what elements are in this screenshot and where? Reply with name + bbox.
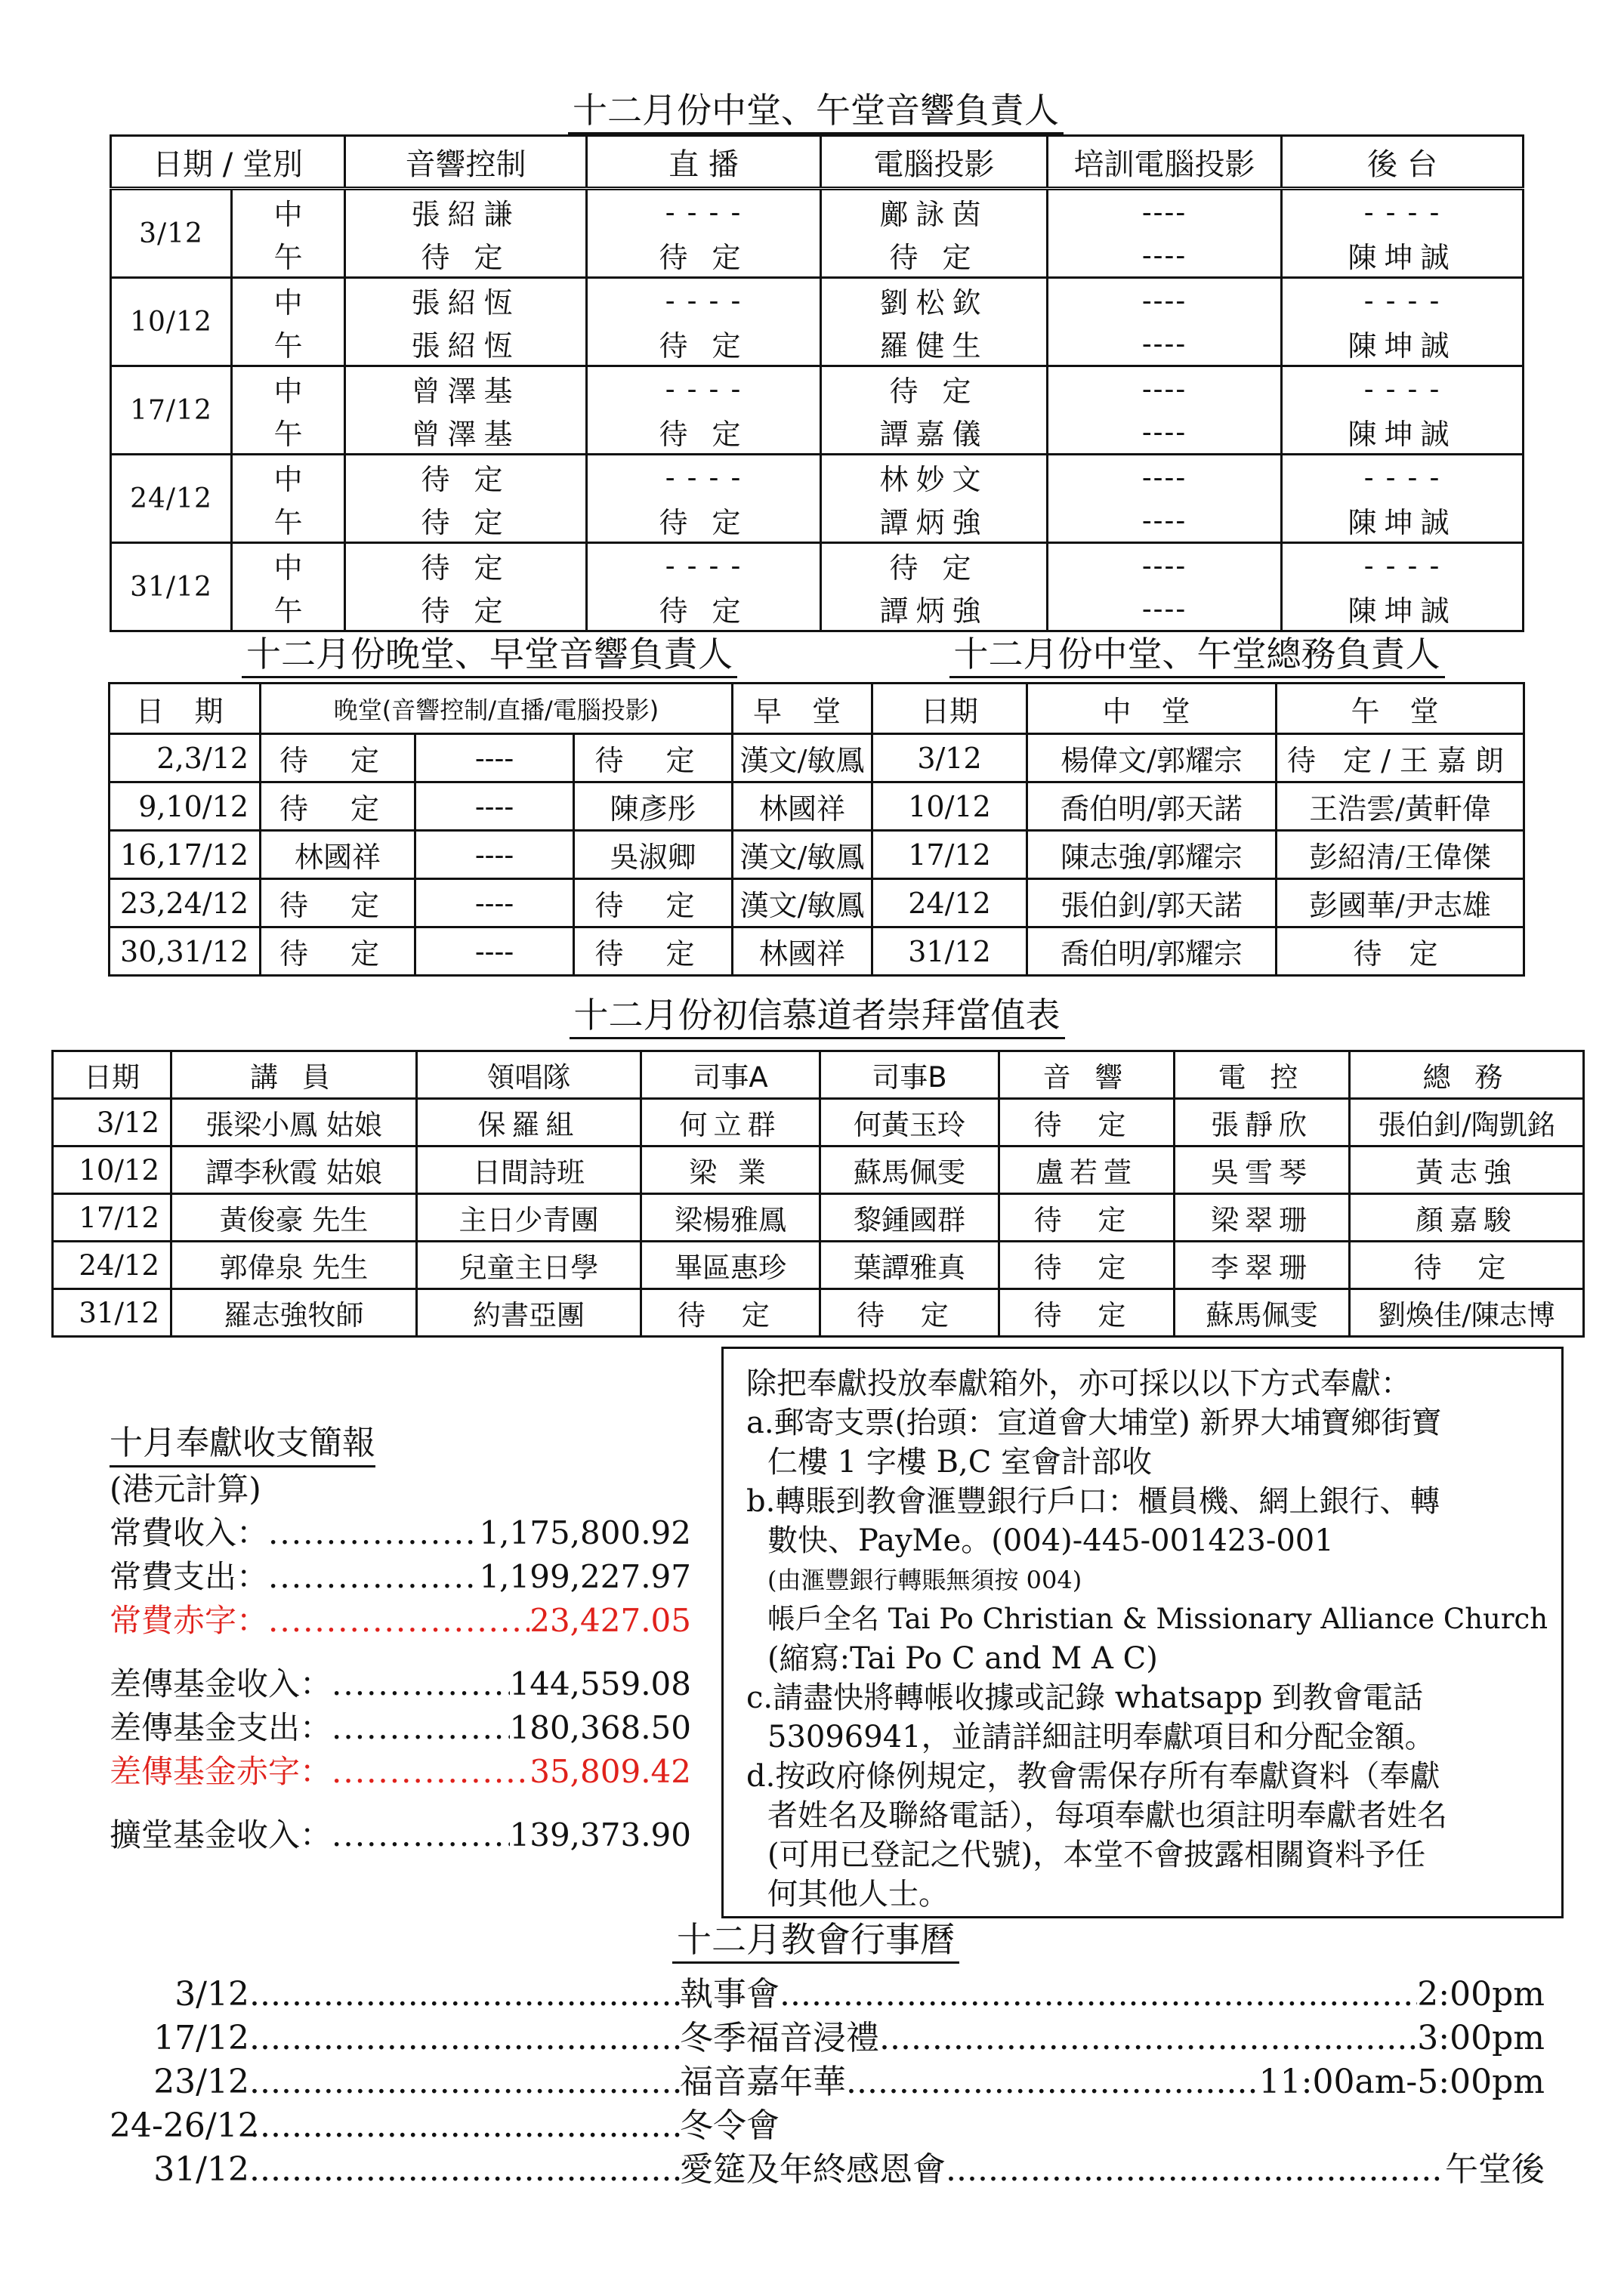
midday-cell: 楊偉文/郭耀宗	[1027, 734, 1277, 782]
finance-label: 常費收入：	[110, 1514, 269, 1551]
offer-line: d.按政府條例規定，教會需保存所有奉獻資料（奉獻	[746, 1759, 1440, 1794]
evening-cell: 待 定	[574, 927, 733, 976]
training-projection-cell: ----	[1048, 189, 1282, 234]
date-cell: 3/12	[111, 189, 232, 278]
offer-line: 者姓名及聯絡電話），每項奉獻也須註明奉獻者姓名	[767, 1798, 1447, 1833]
table-row	[53, 1194, 1584, 1242]
finance-label: 差傳基金收入：	[110, 1665, 332, 1702]
finance-row	[110, 1706, 691, 1750]
backstage-cell: - - - -	[1282, 278, 1524, 323]
backstage-cell: - - - -	[1282, 543, 1524, 588]
header-date: 日期	[872, 684, 1027, 734]
electrical-cell: 吳雪琴	[1175, 1146, 1350, 1194]
finance-value: 35,809.42	[529, 1753, 691, 1790]
leader-dots	[332, 1662, 510, 1706]
projection-cell: 譚炳強	[821, 587, 1048, 631]
calendar-date: 31/12	[153, 2150, 249, 2189]
sound-control-cell: 張紹恆	[345, 278, 587, 323]
finance-row	[110, 1750, 691, 1794]
usher-b-cell: 何黃玉玲	[820, 1099, 999, 1146]
finance-title: 十月奉獻收支簡報	[110, 1421, 375, 1467]
backstage-cell: 陳坤誠	[1282, 410, 1524, 455]
date-cell: 2,3/12	[110, 734, 261, 782]
evening-cell: 待 定	[574, 734, 733, 782]
calendar-event: 福音嘉年華	[680, 2063, 846, 2101]
general-cell: 顏嘉駿	[1350, 1194, 1584, 1242]
evening-cell: 林國祥	[261, 831, 415, 879]
sound-control-cell: 待 定	[345, 455, 587, 499]
date-cell: 9,10/12	[110, 782, 261, 831]
evening-cell: ----	[415, 879, 574, 927]
training-projection-cell: ----	[1048, 498, 1282, 543]
calendar-time: 11:00am-5:00pm	[1258, 2063, 1545, 2101]
early-cell: 漢文/敏鳳	[733, 734, 872, 782]
finance-value: 144,559.08	[509, 1665, 691, 1702]
table-row	[53, 1146, 1584, 1194]
finance-label: 常費支出：	[110, 1558, 269, 1595]
church-calendar	[110, 1973, 1545, 2192]
date-cell: 3/12	[53, 1099, 171, 1146]
electrical-cell: 蘇馬佩雯	[1175, 1289, 1350, 1337]
afternoon-cell: 王浩雲/黃軒偉	[1277, 782, 1524, 831]
table-row	[111, 498, 1524, 543]
table-row	[872, 927, 1524, 976]
sound-control-cell: 待 定	[345, 543, 587, 588]
table-row	[110, 927, 872, 976]
evening-cell: ----	[415, 927, 574, 976]
header-date: 日 期	[110, 684, 261, 734]
leader-dots	[249, 2148, 680, 2192]
header-sound: 音 響	[999, 1051, 1175, 1099]
calendar-row	[110, 2017, 1545, 2060]
sound-control-cell: 待 定	[345, 498, 587, 543]
table-row	[53, 1242, 1584, 1289]
calendar-time: 3:00pm	[1417, 2019, 1545, 2057]
table-row	[111, 233, 1524, 278]
calendar-time: 午堂後	[1445, 2150, 1545, 2189]
table-row	[111, 543, 1524, 588]
service-cell: 中	[232, 189, 345, 234]
service-cell: 午	[232, 498, 345, 543]
training-projection-cell: ----	[1048, 366, 1282, 411]
speaker-cell: 郭偉泉 先生	[171, 1242, 417, 1289]
table-row	[111, 189, 1524, 234]
usher-b-cell: 黎鍾國群	[820, 1194, 999, 1242]
training-projection-cell: ----	[1048, 410, 1282, 455]
midday-cell: 張伯釗/郭天諾	[1027, 879, 1277, 927]
service-cell: 午	[232, 233, 345, 278]
offering-instructions	[721, 1347, 1564, 1918]
projection-cell: 羅健生	[821, 322, 1048, 366]
table-row	[53, 1099, 1584, 1146]
backstage-cell: 陳坤誠	[1282, 498, 1524, 543]
worship-team-cell: 保羅組	[417, 1099, 641, 1146]
livestream-cell: 待 定	[587, 322, 821, 366]
backstage-cell: 陳坤誠	[1282, 587, 1524, 631]
date-cell: 17/12	[111, 366, 232, 455]
early-cell: 林國祥	[733, 927, 872, 976]
date-cell: 17/12	[872, 831, 1027, 879]
midday-cell: 喬伯明/郭天諾	[1027, 782, 1277, 831]
evening-cell: 待 定	[261, 782, 415, 831]
usher-b-cell: 蘇馬佩雯	[820, 1146, 999, 1194]
title-t4: 十二月份初信慕道者崇拜當值表	[51, 994, 1582, 1036]
backstage-cell: - - - -	[1282, 366, 1524, 411]
seekers-worship-table	[51, 1050, 1585, 1338]
evening-cell: 待 定	[261, 734, 415, 782]
calendar-date: 3/12	[174, 1975, 249, 2014]
calendar-event: 冬令會	[680, 2106, 780, 2145]
date-cell: 31/12	[53, 1289, 171, 1337]
livestream-cell: - - - -	[587, 455, 821, 499]
finance-row	[110, 1599, 691, 1643]
training-projection-cell: ----	[1048, 587, 1282, 631]
training-projection-cell: ----	[1048, 233, 1282, 278]
evening-cell: ----	[415, 831, 574, 879]
service-cell: 中	[232, 543, 345, 588]
calendar-row	[110, 2148, 1545, 2192]
offer-line: c.請盡快將轉帳收據或記錄 whatsapp 到教會電話	[746, 1680, 1424, 1715]
table-row	[110, 782, 872, 831]
offer-line: 除把奉獻投放奉獻箱外，亦可採以以下方式奉獻：	[746, 1366, 1411, 1401]
general-cell: 待 定	[1350, 1242, 1584, 1289]
sound-cell: 待 定	[999, 1242, 1175, 1289]
date-cell: 10/12	[872, 782, 1027, 831]
training-projection-cell: ----	[1048, 322, 1282, 366]
service-cell: 中	[232, 455, 345, 499]
leader-dots	[249, 1973, 680, 2017]
finance-value: 180,368.50	[509, 1709, 691, 1746]
header-midday: 中 堂	[1027, 684, 1277, 734]
table-row	[872, 831, 1524, 879]
date-cell: 23,24/12	[110, 879, 261, 927]
evening-cell: 待 定	[574, 879, 733, 927]
date-cell: 30,31/12	[110, 927, 261, 976]
livestream-cell: - - - -	[587, 278, 821, 323]
offer-line: (縮寫:Tai Po C and M A C)	[767, 1641, 1158, 1676]
finance-summary	[110, 1421, 706, 1857]
leader-dots	[249, 2060, 680, 2104]
offer-line: 何其他人士。	[767, 1877, 949, 1912]
sound-cell: 待 定	[999, 1194, 1175, 1242]
service-cell: 中	[232, 366, 345, 411]
calendar-row	[110, 2104, 1545, 2148]
projection-cell: 劉松欽	[821, 278, 1048, 323]
speaker-cell: 張梁小鳳 姑娘	[171, 1099, 417, 1146]
sound-control-cell: 曾澤基	[345, 410, 587, 455]
speaker-cell: 譚李秋霞 姑娘	[171, 1146, 417, 1194]
livestream-cell: 待 定	[587, 498, 821, 543]
usher-a-cell: 梁楊雅鳳	[641, 1194, 820, 1242]
service-cell: 午	[232, 587, 345, 631]
calendar-event: 冬季福音浸禮	[680, 2019, 879, 2057]
afternoon-cell: 彭紹清/王偉傑	[1277, 831, 1524, 879]
calendar-date: 24-26/12	[110, 2106, 259, 2145]
leader-dots	[249, 2017, 680, 2060]
calendar-row	[110, 2060, 1545, 2104]
afternoon-cell: 待 定	[1277, 927, 1524, 976]
header-projection: 電腦投影	[821, 136, 1048, 189]
table-row	[111, 322, 1524, 366]
finance-row	[110, 1662, 691, 1706]
table-row	[872, 734, 1524, 782]
sound-control-cell: 待 定	[345, 587, 587, 631]
speaker-cell: 羅志強牧師	[171, 1289, 417, 1337]
backstage-cell: - - - -	[1282, 455, 1524, 499]
leader-dots	[268, 1555, 479, 1599]
table-row	[53, 1289, 1584, 1337]
afternoon-cell: 彭國華/尹志雄	[1277, 879, 1524, 927]
general-cell: 黃志強	[1350, 1146, 1584, 1194]
livestream-cell: - - - -	[587, 189, 821, 234]
date-cell: 24/12	[111, 455, 232, 543]
usher-a-cell: 何立群	[641, 1099, 820, 1146]
calendar-row	[110, 1973, 1545, 2017]
finance-label: 差傳基金赤字：	[110, 1753, 332, 1790]
evening-cell: 待 定	[261, 879, 415, 927]
leader-dots	[332, 1750, 529, 1794]
header-speaker: 講 員	[171, 1051, 417, 1099]
sound-control-cell: 張紹恆	[345, 322, 587, 366]
general-affairs-table	[871, 682, 1525, 977]
service-cell: 午	[232, 410, 345, 455]
livestream-cell: 待 定	[587, 233, 821, 278]
finance-row	[110, 1555, 691, 1599]
offer-line: (可用已登記之代號)，本堂不會披露相關資料予任	[767, 1838, 1426, 1872]
leader-dots	[846, 2060, 1259, 2104]
livestream-cell: 待 定	[587, 410, 821, 455]
offer-line: 仁樓 1 字樓 B,C 室會計部收	[767, 1445, 1153, 1480]
offer-line: 帳戶全名 Tai Po Christian & Missionary Alliance Church	[767, 1603, 1548, 1635]
worship-team-cell: 日間詩班	[417, 1146, 641, 1194]
general-cell: 劉煥佳/陳志博	[1350, 1289, 1584, 1337]
service-cell: 午	[232, 322, 345, 366]
electrical-cell: 張靜欣	[1175, 1099, 1350, 1146]
early-cell: 漢文/敏鳳	[733, 831, 872, 879]
evening-cell: ----	[415, 782, 574, 831]
training-projection-cell: ----	[1048, 278, 1282, 323]
table-row	[111, 410, 1524, 455]
electrical-cell: 梁翠珊	[1175, 1194, 1350, 1242]
finance-label: 常費赤字：	[110, 1602, 269, 1639]
leader-dots	[946, 2148, 1445, 2192]
offer-line: a.郵寄支票(抬頭：宣道會大埔堂) 新界大埔寶鄉街寶	[746, 1406, 1442, 1440]
worship-team-cell: 兒童主日學	[417, 1242, 641, 1289]
sound-cell: 待 定	[999, 1099, 1175, 1146]
table-row	[872, 782, 1524, 831]
offer-line: 53096941，並請詳細註明奉獻項目和分配金額。	[767, 1720, 1435, 1754]
date-cell: 16,17/12	[110, 831, 261, 879]
table-row	[111, 278, 1524, 323]
calendar-date: 17/12	[153, 2019, 249, 2057]
spacer	[110, 1643, 706, 1662]
projection-cell: 待 定	[821, 366, 1048, 411]
date-cell: 10/12	[111, 278, 232, 366]
header-date-service: 日期 / 堂別	[111, 136, 345, 189]
finance-value: 1,199,227.97	[479, 1558, 691, 1595]
table-row	[110, 734, 872, 782]
midday-cell: 喬伯明/郭耀宗	[1027, 927, 1277, 976]
header-livestream: 直 播	[587, 136, 821, 189]
usher-b-cell: 待 定	[820, 1289, 999, 1337]
header-usher-a: 司事A	[641, 1051, 820, 1099]
calendar-event: 執事會	[680, 1975, 780, 2014]
offer-line: 數快、PayMe。(004)-445-001423-001	[767, 1523, 1334, 1558]
date-cell: 24/12	[872, 879, 1027, 927]
finance-label: 差傳基金支出：	[110, 1709, 332, 1746]
leader-dots	[780, 1973, 1417, 2017]
projection-cell: 待 定	[821, 543, 1048, 588]
offer-line: (由滙豐銀行轉賬無須按 004)	[767, 1566, 1082, 1594]
backstage-cell: 陳坤誠	[1282, 233, 1524, 278]
header-usher-b: 司事B	[820, 1051, 999, 1099]
midday-cell: 陳志強/郭耀宗	[1027, 831, 1277, 879]
table-row	[111, 455, 1524, 499]
date-cell: 3/12	[872, 734, 1027, 782]
header-evening: 晚堂(音響控制/直播/電腦投影)	[261, 684, 733, 734]
sound-cell: 盧若萱	[999, 1146, 1175, 1194]
leader-dots	[268, 1599, 529, 1643]
offer-line: b.轉賬到教會滙豐銀行戶口：櫃員機、網上銀行、轉	[746, 1484, 1440, 1519]
header-afternoon: 午 堂	[1277, 684, 1524, 734]
sound-cell: 待 定	[999, 1289, 1175, 1337]
service-cell: 中	[232, 278, 345, 323]
finance-value: 23,427.05	[529, 1602, 691, 1639]
leader-dots	[879, 2017, 1417, 2060]
training-projection-cell: ----	[1048, 455, 1282, 499]
projection-cell: 譚炳強	[821, 498, 1048, 543]
early-cell: 漢文/敏鳳	[733, 879, 872, 927]
calendar-time: 2:00pm	[1417, 1975, 1545, 2014]
projection-cell: 鄺詠茵	[821, 189, 1048, 234]
evening-cell: ----	[415, 734, 574, 782]
finance-value: 139,373.90	[509, 1816, 691, 1853]
leader-dots	[268, 1511, 479, 1555]
finance-unit: (港元計算)	[110, 1471, 261, 1508]
leader-dots	[249, 2104, 680, 2148]
usher-a-cell: 待 定	[641, 1289, 820, 1337]
table-row	[110, 879, 872, 927]
date-cell: 31/12	[111, 543, 232, 631]
date-cell: 10/12	[53, 1146, 171, 1194]
date-cell: 31/12	[872, 927, 1027, 976]
sound-team-table	[110, 134, 1524, 632]
evening-cell: 吳淑卿	[574, 831, 733, 879]
title-t3: 十二月份中堂、午堂總務負責人	[871, 633, 1523, 675]
electrical-cell: 李翠珊	[1175, 1242, 1350, 1289]
sound-control-cell: 曾澤基	[345, 366, 587, 411]
usher-b-cell: 葉譚雅真	[820, 1242, 999, 1289]
leader-dots	[332, 1706, 510, 1750]
usher-a-cell: 畢區惠珍	[641, 1242, 820, 1289]
title-t2: 十二月份晚堂、早堂音響負責人	[108, 633, 871, 675]
table-row	[111, 366, 1524, 411]
backstage-cell: - - - -	[1282, 189, 1524, 234]
title-t1: 十二月份中堂、午堂音響負責人	[110, 89, 1522, 131]
header-early: 早 堂	[733, 684, 872, 734]
projection-cell: 譚嘉儀	[821, 410, 1048, 455]
backstage-cell: 陳坤誠	[1282, 322, 1524, 366]
livestream-cell: 待 定	[587, 587, 821, 631]
projection-cell: 林妙文	[821, 455, 1048, 499]
sound-control-cell: 張紹謙	[345, 189, 587, 234]
livestream-cell: - - - -	[587, 543, 821, 588]
header-worship-team: 領唱隊	[417, 1051, 641, 1099]
calendar-event: 愛筵及年終感恩會	[680, 2150, 946, 2189]
speaker-cell: 黃俊豪 先生	[171, 1194, 417, 1242]
usher-a-cell: 梁 業	[641, 1146, 820, 1194]
title-calendar: 十二月教會行事曆	[110, 1918, 1522, 1961]
finance-row	[110, 1511, 691, 1555]
finance-row	[110, 1813, 691, 1857]
header-date: 日期	[53, 1051, 171, 1099]
worship-team-cell: 主日少青團	[417, 1194, 641, 1242]
evening-cell: 待 定	[261, 927, 415, 976]
spacer	[110, 1794, 706, 1813]
table-row	[111, 587, 1524, 631]
projection-cell: 待 定	[821, 233, 1048, 278]
table-row	[110, 831, 872, 879]
evening-cell: 陳彥彤	[574, 782, 733, 831]
livestream-cell: - - - -	[587, 366, 821, 411]
header-backstage: 後 台	[1282, 136, 1524, 189]
header-sound-control: 音響控制	[345, 136, 587, 189]
finance-label: 擴堂基金收入：	[110, 1816, 332, 1853]
leader-dots	[332, 1813, 510, 1857]
table-row	[872, 879, 1524, 927]
evening-sound-table	[108, 682, 873, 977]
header-general: 總 務	[1350, 1051, 1584, 1099]
worship-team-cell: 約書亞團	[417, 1289, 641, 1337]
sound-control-cell: 待 定	[345, 233, 587, 278]
header-electrical: 電 控	[1175, 1051, 1350, 1099]
early-cell: 林國祥	[733, 782, 872, 831]
date-cell: 17/12	[53, 1194, 171, 1242]
general-cell: 張伯釗/陶凱銘	[1350, 1099, 1584, 1146]
afternoon-cell: 待 定/王嘉朗	[1277, 734, 1524, 782]
finance-value: 1,175,800.92	[479, 1514, 691, 1551]
header-training-projection: 培訓電腦投影	[1048, 136, 1282, 189]
training-projection-cell: ----	[1048, 543, 1282, 588]
calendar-date: 23/12	[153, 2063, 249, 2101]
date-cell: 24/12	[53, 1242, 171, 1289]
